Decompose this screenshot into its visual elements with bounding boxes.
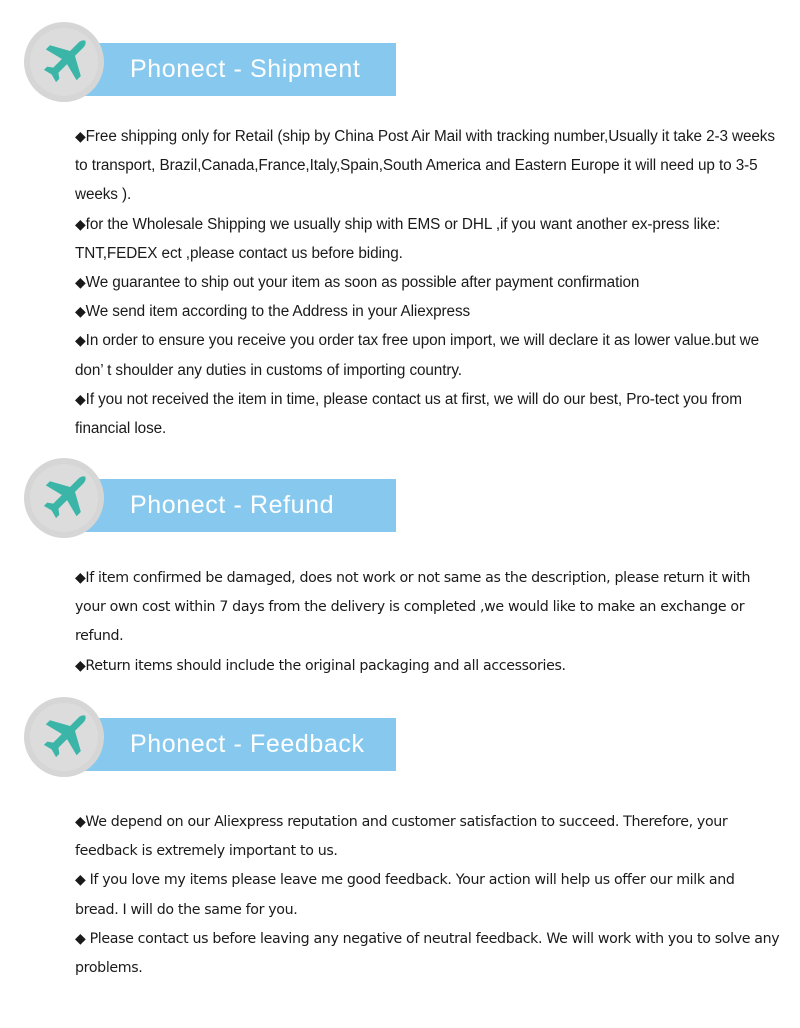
- shipment-text: [75, 122, 781, 443]
- paragraph: ◆ Please contact us before leaving any negative of neutral feedback. We will work with you to solve any problems.: [75, 930, 780, 977]
- paragraph: ◆ If you love my items please leave me good feedback. Your action will help us offer our milk and bread. I will do the same for you.: [75, 872, 735, 918]
- bullet-icon: ◆: [75, 814, 86, 830]
- section-header-shipment: [0, 22, 800, 102]
- bullet-icon: ◆: [75, 657, 86, 674]
- airplane-icon: [36, 709, 92, 765]
- airplane-icon: [36, 470, 92, 526]
- bullet-icon: ◆: [75, 930, 86, 947]
- bullet-icon: ◆: [75, 128, 86, 144]
- section-header-refund: [0, 458, 800, 538]
- bullet-icon: ◆: [75, 303, 86, 320]
- paragraph: ◆Return items should include the original packaging and all accessories.: [75, 657, 566, 674]
- bullet-icon: ◆: [75, 872, 86, 889]
- bullet-icon: ◆: [75, 570, 86, 586]
- bullet-icon: ◆: [75, 215, 86, 232]
- paragraph: ◆We send item according to the Address in your Aliexpress: [75, 303, 471, 321]
- icon-badge: [24, 697, 104, 777]
- header-band: [84, 479, 396, 532]
- bullet-icon: ◆: [75, 332, 86, 349]
- paragraph: ◆for the Wholesale Shipping we usually ship with EMS or DHL ,if you want another ex-press like: TNT,FEDEX ect ,please contact us before biding.: [75, 215, 721, 262]
- section-title: Phonect - Feedback: [130, 730, 365, 758]
- header-band: [84, 43, 396, 96]
- paragraph: ◆If you not received the item in time, please contact us at first, we will do our best, Pro-tect you from financial lose.: [75, 390, 742, 438]
- paragraph: ◆We depend on our Aliexpress reputation and customer satisfaction to succeed. Therefore, your feedback is extremely important to us.: [75, 814, 728, 860]
- airplane-icon: [36, 34, 92, 90]
- section-title: Phonect - Shipment: [130, 55, 361, 83]
- paragraph: ◆Free shipping only for Retail (ship by China Post Air Mail with tracking number,Usually it take 2-3 weeks to transport, Brazil,Canada,France,Italy,Spain,South America and Eastern Europe it will need up to 3-5 weeks ).: [75, 128, 775, 204]
- paragraph: ◆We guarantee to ship out your item as soon as possible after payment confirmation: [75, 274, 640, 292]
- icon-badge: [24, 22, 104, 102]
- section-header-feedback: [0, 697, 800, 777]
- refund-text: [75, 564, 781, 681]
- feedback-text: [75, 808, 781, 983]
- bullet-icon: ◆: [75, 390, 86, 407]
- paragraph: ◆If item confirmed be damaged, does not work or not same as the description, please return it with your own cost within 7 days from the delivery is completed ,we would like to make an exchange or refund.: [75, 570, 751, 645]
- paragraph: ◆In order to ensure you receive you order tax free upon import, we will declare it as lower value.but we don’ t shoulder any duties in customs of importing country.: [75, 332, 759, 379]
- section-title: Phonect - Refund: [130, 491, 335, 519]
- icon-badge: [24, 458, 104, 538]
- bullet-icon: ◆: [75, 274, 86, 291]
- header-band: [84, 718, 396, 771]
